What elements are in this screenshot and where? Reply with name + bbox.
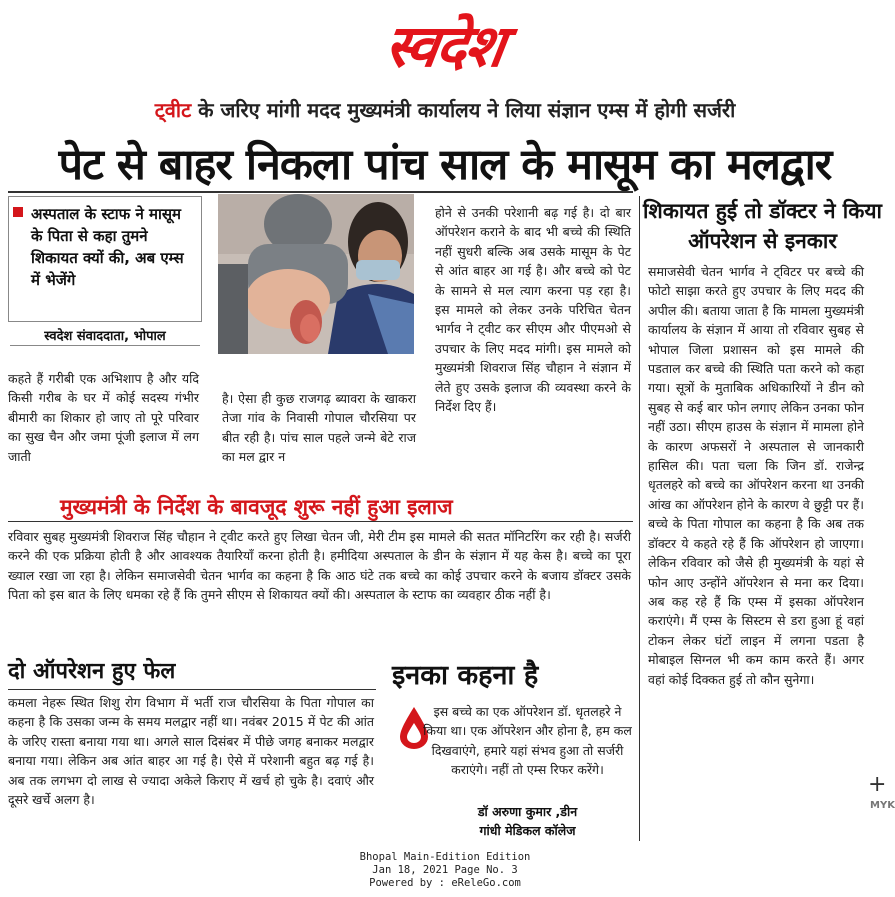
column-3-text: होने से उनकी परेशानी बढ़ गई है। दो बार ऑपरेशन कराने के बाद भी बच्चे की स्थिति नहीं सुधरी बल्कि अब उसके मासूम के पेट से आंत बाहर आ गई है। और बच्चे को पेट के सामने से मल त्याग करना पड़ रहा है। इस मामले को लेकर उनके परिचित चेतन भार्गव ने ट्वीट कर सीएम और पीएमओ से उपचार के लिए मदद मांगी। इस मामले को मुख्यमंत्री शिवराज सिंह चौहान ने संज्ञान में लेते हुए उसके इलाज की व्यवस्था करने के निर्देश दिए हैं। xyxy=(435,205,631,415)
right-column-body: समाजसेवी चेतन भार्गव ने ट्विटर पर बच्चे की फोटो साझा करते हुए उपचार के लिए मदद की अपील की। बताया जाता है कि मामला मुख्यमंत्री कार्यालय के संज्ञान में आया तो रविवार सुबह से भोपाल जिला प्रशासन को इस मामले की पडताल कर बच्चे की स्थिति पता करने को कहा गया। सूत्रों के मुताबिक अधिकारियों ने डीन को सुबह से कई बार फोन लगाए लेकिन उनका फोन नहीं उठा। सीएम हाउस के संज्ञान में मामला होने के कारण अफसरों ने अस्पताल से जानकारी हासिल की। पता चला कि जिन डॉ. राजेन्द्र धृतलहरे को बच्चे का ऑपरेशन करना था उनकी आंख का ऑपरेशन होने के कारण वे छुट्टी पर हैं। बच्चे के पिता गोपाल का कहना है कि अब तक डॉक्टर ये कहते रहे हैं कि ऑपरेशन हो जाएगा। लेकिन रविवार को जैसे ही मुख्यमंत्री के यहां से फोन आए उन्होंने ऑपरेशन से मना कर दिया। अब कह रहे हैं कि एम्स में इसका ऑपरेशन कराएंगे। मैं एम्स के सिस्टम से डरा हुआ हूं वहां टोकन लेकर घंटों लाइन में लगना पडता है मोबाइल सिग्नल भी कम काम करते हैं। अगर वहां कोई दिक्कत हुई तो कौन सुनेगा। xyxy=(648,264,864,687)
right-column-heading: शिकायत हुई तो डॉक्टर ने किया ऑपरेशन से इनकार xyxy=(643,199,882,253)
column-1-text: कहते हैं गरीबी एक अभिशाप है और यदि किसी गरीब के घर में कोई सदस्य गंभीर बीमारी का शिकार हो जाए तो पूरे परिवार का सुख चैन और जमा पूंजी इलाज में लग जाती xyxy=(8,371,199,464)
statement-quote: इस बच्चे का एक ऑपरेशन डॉ. धृतलहरे ने किया था। एक ऑपरेशन और होना है, हम कल दिखवाएंगे, हमारे यहां संभव हुआ तो सर्जरी कराएंगे। नहीं तो एम्स रिफर करेंगे। xyxy=(423,704,632,778)
kicker-highlight: ट्वीट xyxy=(154,98,192,122)
section-operations-body: कमला नेहरू स्थित शिशु रोग विभाग में भर्ती राज चौरसिया के पिता गोपाल का कहना है कि उसका जन्म के समय मलद्वार नहीं था। नवंबर 2015 में पेट की आंत के जरिए रास्ता बनाया गया था। अगले साल दिसंबर में पीछे जगह बनाकर मलद्वार बनाया गया। लेकिन अब आंत बाहर आ गई है। ऐसे में परेशानी बहुत बढ़ गई है। अब तक लगभग दो लाख से ज्यादा अकेले किराए में खर्च हो चुके है। दवाएं और दूसरे खर्चे अलग है। xyxy=(8,695,374,808)
pull-quote-box xyxy=(8,196,202,322)
footer-date-page: Jan 18, 2021 Page No. 3 xyxy=(372,864,518,876)
column-2-text: है। ऐसा ही कुछ राजगढ़ ब्यावरा के खाकरा तेजा गांव के निवासी गोपाल चौरसिया पर बीत रही है। पांच साल पहले जन्मे बेटे राज का मल द्वार न xyxy=(222,391,416,465)
color-registration-mark: MYK xyxy=(870,800,895,811)
newspaper-masthead xyxy=(0,4,890,82)
masthead-logo: स्वदेश xyxy=(381,11,508,80)
kicker-text: के जरिए मांगी मदद मुख्यमंत्री कार्यालय ने लिया संज्ञान एम्स में होगी सर्जरी xyxy=(198,98,736,122)
byline: स्वदेश संवाददाता, भोपाल xyxy=(44,329,166,344)
red-bullet-icon xyxy=(13,207,23,217)
section-divider xyxy=(8,689,376,690)
main-headline: पेट से बाहर निकला पांच साल के मासूम का मलद्वार xyxy=(58,140,832,190)
subhead-instructions: मुख्यमंत्री के निर्देश के बावजूद शुरू नहीं हुआ इलाज xyxy=(60,495,453,519)
headline-divider xyxy=(8,191,633,193)
photo-illustration xyxy=(218,194,414,354)
section-heading-statement: इनका कहना है xyxy=(392,660,539,691)
section-heading-operations-failed: दो ऑपरेशन हुए फेल xyxy=(8,659,176,684)
byline-divider xyxy=(10,345,200,346)
statement-name: डॉ अरुणा कुमार ,डीन xyxy=(477,804,578,819)
wide-paragraph: रविवार सुबह मुख्यमंत्री शिवराज सिंह चौहान ने ट्वीट करते हुए लिखा चेतन जी, मेरी टीम इस मामले की सतत मॉनिटरिंग कर रही है। सर्जरी करने की एक प्रक्रिया होती है और आवश्यक तैयारियाँ करना होती है। हमीदिया अस्पताल के डीन के संज्ञान में यह केस है। बच्चे का पूरा ख्याल रखा जा रहा है। लेकिन समाजसेवी चेतन भार्गव का कहना है कि आठ घंटे तक बच्चे का कोई उपचार करने के बजाय डॉक्टर उसके पिता को इस बात के लिए धमका रहे हैं कि तुमने सीएम से शिकायत क्यों की। अस्पताल के स्टाफ का व्यवहार ठीक नहीं है। xyxy=(8,529,631,603)
page-footer xyxy=(250,851,640,890)
footer-edition: Bhopal Main-Edition Edition xyxy=(359,851,531,863)
subhead-divider xyxy=(8,521,633,522)
kicker-line xyxy=(0,96,890,123)
child-photo xyxy=(218,194,414,354)
statement-org: गांधी मेडिकल कॉलेज xyxy=(479,823,576,839)
footer-powered-by: Powered by : eReleGo.com xyxy=(369,877,521,889)
crosshair-icon: + xyxy=(868,772,887,797)
pull-quote-text: अस्पताल के स्टाफ ने मासूम के पिता से कहा तुमने शिकायत क्यों की, अब एम्स में भेजेंगे xyxy=(31,205,184,289)
statement-attribution xyxy=(420,802,635,841)
right-column-divider xyxy=(639,196,640,841)
